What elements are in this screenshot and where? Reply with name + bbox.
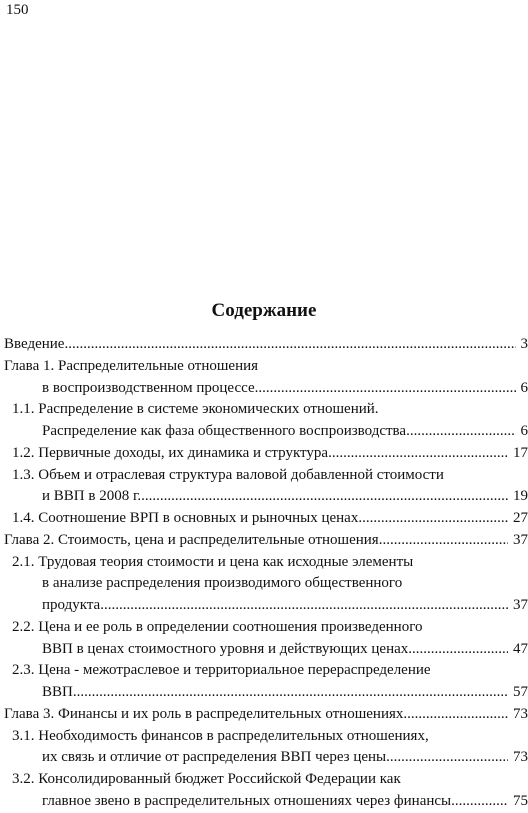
toc-entry-page: 57	[512, 682, 528, 704]
toc-entry	[0, 356, 528, 378]
toc-entry	[0, 421, 528, 443]
toc-entry-text: 1.2. Первичные доходы, их динамика и структура .....	[12, 443, 508, 465]
toc-entry	[0, 660, 528, 682]
toc-list	[0, 334, 528, 813]
toc-entry	[0, 726, 528, 748]
toc-entry	[0, 552, 528, 574]
toc-entry-text: 1.3. Объем и отраслевая структура валовой добавленной стоимости	[12, 465, 528, 487]
toc-entry-text: ВВП .....	[42, 682, 508, 704]
toc-entry	[0, 639, 528, 661]
toc-entry-text: Глава 3. Финансы и их роль в распределительных отношениях .....	[4, 704, 508, 726]
toc-entry-page: 37	[512, 595, 528, 617]
toc-entry-text: и ВВП в 2008 г. .....	[42, 486, 508, 508]
toc-entry-text: продукта .....	[42, 595, 508, 617]
toc-entry-text: Распределение как фаза общественного воспроизводства .....	[42, 421, 516, 443]
toc-entry-text: в воспроизводственном процессе .....	[42, 378, 516, 400]
toc-entry-text: 2.3. Цена - межотраслевое и территориальное перераспределение	[12, 660, 528, 682]
toc-entry-text: 3.1. Необходимость финансов в распределительных отношениях,	[12, 726, 528, 748]
toc-entry-text: 1.4. Соотношение ВРП в основных и рыночных ценах .....	[12, 508, 508, 530]
toc-entry	[0, 791, 528, 813]
toc-entry	[0, 443, 528, 465]
toc-entry-page: 37	[512, 530, 528, 552]
toc-entry	[0, 769, 528, 791]
toc-entry-page: 73	[512, 704, 528, 726]
toc-entry	[0, 508, 528, 530]
toc-title: Содержание	[0, 300, 528, 322]
toc-entry-page: 27	[512, 508, 528, 530]
toc-entry-page: 3	[520, 334, 528, 356]
toc-entry-text: Глава 1. Распределительные отношения	[4, 356, 528, 378]
toc-entry	[0, 704, 528, 726]
toc-entry	[0, 334, 528, 356]
toc-entry-text: ВВП в ценах стоимостного уровня и действующих ценах .....	[42, 639, 508, 661]
toc-entry-page: 6	[520, 378, 528, 400]
toc-entry-text: их связь и отличие от распределения ВВП через цены .....	[42, 747, 508, 769]
toc-entry-page: 75	[512, 791, 528, 813]
toc-entry-text: Глава 2. Стоимость, цена и распределительные отношения .....	[4, 530, 508, 552]
toc-entry	[0, 399, 528, 421]
toc-entry-text: 3.2. Консолидированный бюджет Российской Федерации как	[12, 769, 528, 791]
toc-entry-text: 2.2. Цена и ее роль в определении соотношения произведенного	[12, 617, 528, 639]
toc-entry	[0, 486, 528, 508]
toc-entry	[0, 573, 528, 595]
toc-entry	[0, 530, 528, 552]
toc-entry-page: 19	[512, 486, 528, 508]
toc-entry-text: главное звено в распределительных отношениях через финансы .....	[42, 791, 508, 813]
toc-entry	[0, 747, 528, 769]
toc-entry-page: 17	[512, 443, 528, 465]
toc-entry	[0, 617, 528, 639]
toc-entry-text: 2.1. Трудовая теория стоимости и цена как исходные элементы	[12, 552, 528, 574]
toc-entry-page: 73	[512, 747, 528, 769]
toc-entry-page: 6	[520, 421, 528, 443]
toc-entry-text: 1.1. Распределение в системе экономических отношений.	[12, 399, 528, 421]
toc-entry	[0, 465, 528, 487]
toc-entry	[0, 378, 528, 400]
toc-entry	[0, 595, 528, 617]
toc-entry	[0, 682, 528, 704]
toc-entry-page: 47	[512, 639, 528, 661]
page-number: 150	[6, 2, 29, 18]
toc-entry-text: в анализе распределения производимого общественного	[42, 573, 528, 595]
toc-entry-text: Введение .....	[4, 334, 516, 356]
